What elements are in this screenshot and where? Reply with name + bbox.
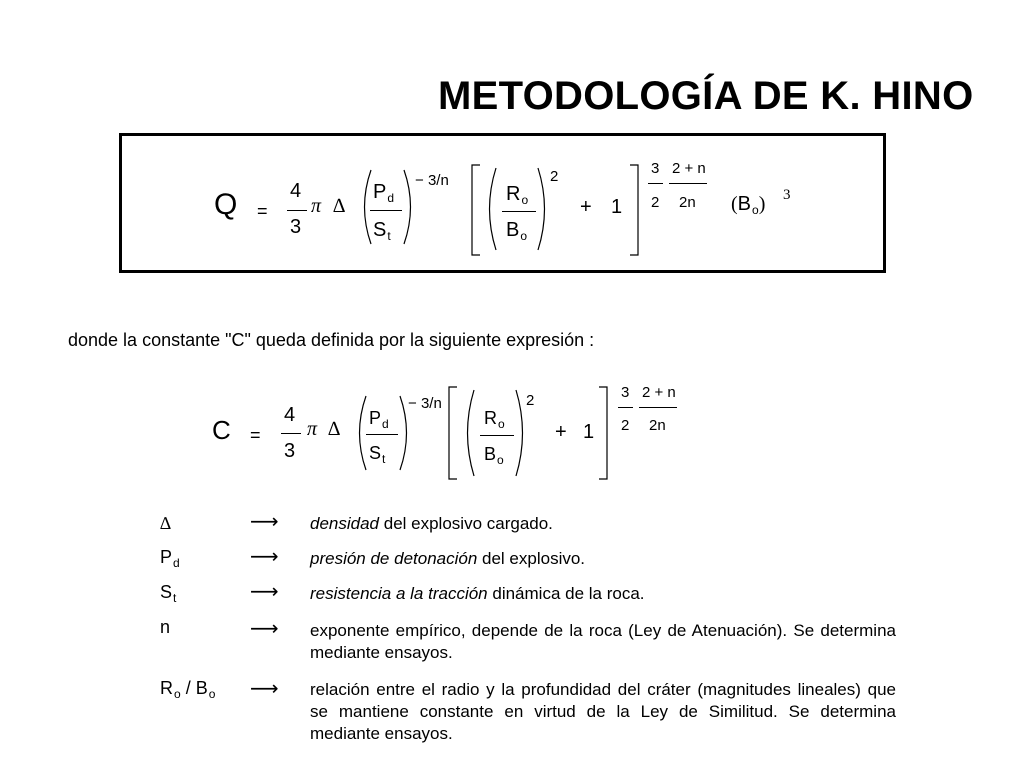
c-frac-den: 3 xyxy=(284,440,296,462)
c-st-sub: t xyxy=(382,452,386,466)
q-square: 2 xyxy=(550,168,559,185)
q-outer-num-2n: 2 + n xyxy=(672,160,706,177)
c-outer-num-2n: 2 + n xyxy=(642,384,676,401)
c-ro-bo-bar xyxy=(480,435,514,436)
c-pd xyxy=(369,408,389,429)
c-st-s: S xyxy=(369,443,382,463)
q-pd xyxy=(373,181,394,204)
c-pd-p: P xyxy=(369,408,382,428)
c-ro-sub: o xyxy=(498,417,505,431)
c-st xyxy=(369,443,385,464)
c-pd-sub: d xyxy=(382,417,389,431)
c-one: 1 xyxy=(583,421,595,443)
q-ro xyxy=(506,183,528,206)
def-arrow: ⟶ xyxy=(250,618,279,640)
c-equals: = xyxy=(250,425,261,445)
q-pd-sub: d xyxy=(387,191,395,205)
c-exp-minus: − xyxy=(408,395,417,412)
c-square: 2 xyxy=(526,392,535,409)
c-exp-slash: / xyxy=(429,395,434,412)
c-delta-symbol: ∆ xyxy=(328,418,341,440)
q-st-s: S xyxy=(373,219,387,241)
def-text-ro-bo: relación entre el radio y la profundidad del cráter (magnitudes lineales) que se mantiene constante en virtud de la Ley de Similitud. Se determina mediante ensayos. xyxy=(310,680,896,743)
q-bo xyxy=(506,219,527,242)
q-bracket-right xyxy=(628,163,642,257)
def-arrow: ⟶ xyxy=(250,678,279,700)
page-title: METODOLOGÍA DE K. HINO xyxy=(438,74,974,118)
def-ro-mid: / B xyxy=(180,678,208,698)
c-bracket-right xyxy=(597,385,611,481)
q-symbol: Q xyxy=(214,188,238,221)
q-frac-den: 3 xyxy=(290,216,302,238)
c-outer-bar-2 xyxy=(639,407,677,408)
def-term-italic: resistencia a la tracción xyxy=(310,584,488,603)
q-bo-sub: o xyxy=(520,229,528,243)
q-exponent xyxy=(415,172,449,189)
def-pd-sub: d xyxy=(173,556,180,570)
q-pi-symbol: π xyxy=(311,195,322,217)
def-bo-sub: o xyxy=(208,687,216,701)
def-arrow: ⟶ xyxy=(250,581,279,603)
def-symbol-delta: ∆ xyxy=(160,513,172,533)
def-arrow: ⟶ xyxy=(250,546,279,568)
q-bo-paren-open: ( xyxy=(731,193,738,215)
q-outer-bar-1 xyxy=(648,183,663,184)
c-outer-num-3: 3 xyxy=(621,384,630,401)
q-one: 1 xyxy=(611,196,623,218)
c-bo xyxy=(484,444,504,465)
def-text-pd xyxy=(310,549,585,569)
c-exponent xyxy=(408,395,442,412)
c-pd-st-bar xyxy=(366,434,398,435)
q-frac-bar xyxy=(287,210,307,211)
c-frac-num: 4 xyxy=(284,404,296,426)
q-frac-num: 4 xyxy=(290,180,302,202)
q-ro-paren-left xyxy=(480,166,500,252)
def-text-st xyxy=(310,584,645,604)
q-outer-den-2n: 2n xyxy=(679,194,696,211)
def-symbol-ro-bo xyxy=(160,678,215,699)
c-ro-paren-left xyxy=(458,388,478,478)
q-paren-left xyxy=(355,168,375,246)
q-bo-power xyxy=(731,193,765,216)
q-st-sub: t xyxy=(387,229,391,243)
c-outer-bar-1 xyxy=(618,407,633,408)
c-outer-den-2n: 2n xyxy=(649,417,666,434)
def-symbol-n: n xyxy=(160,617,171,637)
c-bo-sub: o xyxy=(497,453,504,467)
q-bo-paren-close: ) xyxy=(758,193,766,215)
def-arrow: ⟶ xyxy=(250,511,279,533)
def-pd-main: P xyxy=(160,547,173,567)
q-exp-3: 3 xyxy=(427,172,437,189)
q-bo2-b: B xyxy=(737,193,752,215)
q-bo-exponent: 3 xyxy=(783,187,791,203)
q-exp-slash: / xyxy=(436,172,441,189)
q-equals: = xyxy=(257,201,268,221)
q-exp-minus: − xyxy=(415,172,424,189)
q-exp-n: n xyxy=(440,172,449,189)
q-ro-sub: o xyxy=(521,193,529,207)
def-term-italic: presión de detonación xyxy=(310,549,478,568)
c-exp-3: 3 xyxy=(420,395,430,412)
def-ro-sub: o xyxy=(174,687,181,701)
q-st xyxy=(373,219,391,242)
c-symbol: C xyxy=(212,415,231,445)
q-plus: + xyxy=(580,196,592,218)
def-ro-main: R xyxy=(160,678,173,698)
q-bo-b: B xyxy=(506,219,520,241)
def-st-sub: t xyxy=(173,591,177,605)
def-term-rest: dinámica de la roca. xyxy=(487,584,645,603)
c-bo-b: B xyxy=(484,444,497,464)
c-paren-left xyxy=(350,394,370,472)
c-exp-n: n xyxy=(433,395,442,412)
def-symbol-pd xyxy=(160,547,180,568)
c-frac-bar xyxy=(281,433,301,434)
def-symbol-st xyxy=(160,582,176,603)
c-ro xyxy=(484,408,505,429)
q-pd-st-bar xyxy=(370,210,402,211)
q-ro-r: R xyxy=(506,183,521,205)
c-outer-den-2: 2 xyxy=(621,417,630,434)
q-bo2-sub: o xyxy=(752,203,759,217)
q-delta-symbol: ∆ xyxy=(333,195,346,217)
def-text-delta xyxy=(310,514,553,534)
def-term-rest: del explosivo. xyxy=(477,549,586,568)
q-pd-p: P xyxy=(373,181,387,203)
description-text: donde la constante "C" queda definida por la siguiente expresión : xyxy=(68,330,595,350)
q-outer-den-2: 2 xyxy=(651,194,660,211)
q-outer-bar-2 xyxy=(669,183,707,184)
q-ro-bo-bar xyxy=(502,211,536,212)
def-st-main: S xyxy=(160,582,173,602)
c-pi-symbol: π xyxy=(307,418,318,440)
def-text-n: exponente empírico, depende de la roca (Ley de Atenuación). Se determina mediante ensayos. xyxy=(310,621,896,662)
q-outer-num-3: 3 xyxy=(651,160,660,177)
c-ro-r: R xyxy=(484,408,497,428)
def-term-rest: del explosivo cargado. xyxy=(379,514,553,533)
c-plus: + xyxy=(555,421,567,443)
def-term-italic: densidad xyxy=(310,514,380,533)
